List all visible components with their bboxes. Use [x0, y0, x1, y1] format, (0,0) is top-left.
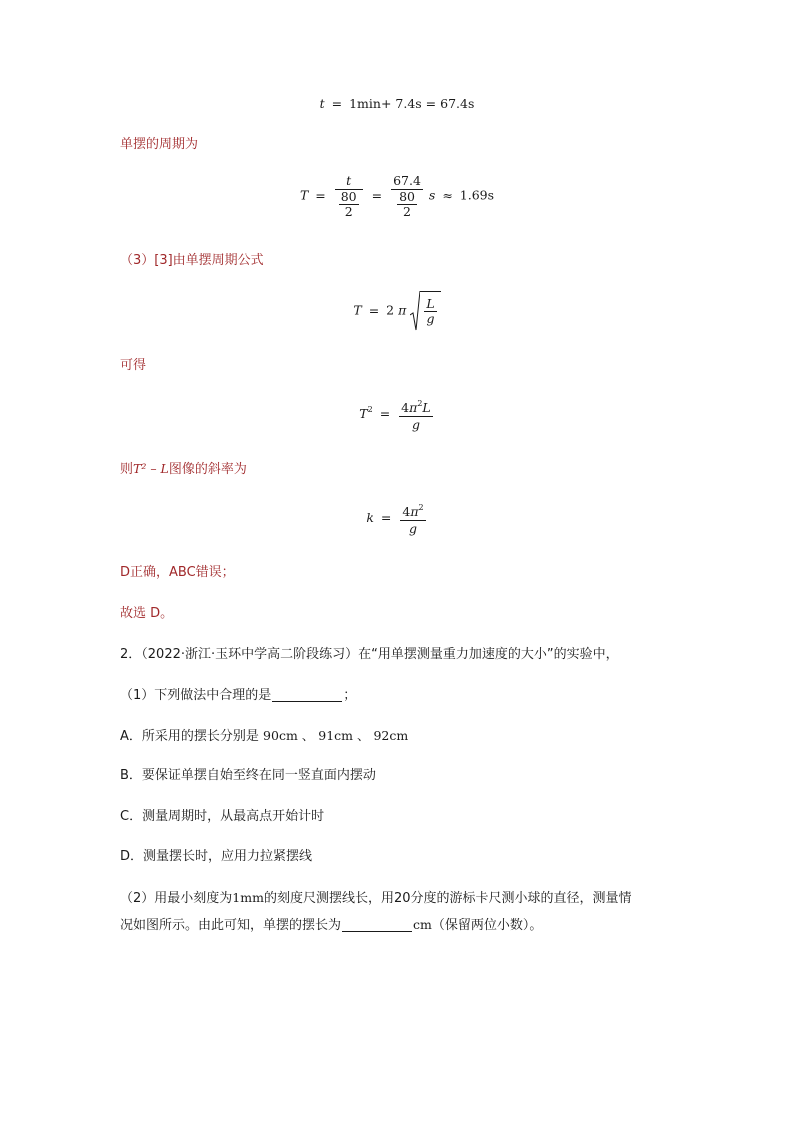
answer-blank[interactable] — [342, 917, 412, 932]
exponent: 2 — [417, 399, 423, 408]
exponent: 2 — [418, 503, 424, 512]
numerator: t — [346, 173, 352, 188]
fraction — [399, 396, 433, 433]
eq-var: T — [299, 187, 309, 203]
question-2-part-2-line-1 — [120, 888, 632, 909]
denominator: 2 — [403, 204, 411, 219]
text-post: 图像的斜率为 — [168, 462, 247, 477]
denominator: 2 — [344, 204, 353, 219]
result: 1.69s — [459, 187, 495, 203]
exponent: 2 — [367, 405, 373, 414]
numerator: 80 — [340, 189, 357, 204]
numerator — [400, 500, 425, 520]
fraction — [400, 500, 425, 537]
equation-period-formula — [0, 291, 794, 331]
text-post: （保留两位小数）。 — [431, 918, 543, 933]
denominator: g — [409, 521, 418, 536]
option-values: 90cm 、 91cm 、 92cm — [263, 728, 409, 743]
option-label: A．所采用的摆长分别是 — [120, 729, 259, 744]
unit: 1mm — [232, 890, 264, 905]
equation-time — [0, 96, 794, 111]
square-root — [410, 291, 440, 331]
fraction — [335, 173, 363, 219]
graph-symbol: T² – L — [133, 461, 169, 476]
eq-sign: = — [368, 302, 380, 318]
numerator: 80 — [399, 189, 415, 204]
equation-t-squared — [0, 396, 794, 433]
text-post: 的刻度尺测摆线长，用20分度的游标卡尺测小球的直径，测量情 — [263, 891, 632, 906]
text-slope-intro — [120, 459, 247, 480]
eq-var: T — [359, 406, 368, 421]
text-answer-choice: 故选 D。 — [120, 606, 174, 621]
eq-rhs: 1min+ 7.4s = 67.4s — [349, 96, 475, 111]
option-b: B．要保证单摆自始至终在同一竖直面内摆动 — [120, 768, 376, 783]
numerator: L — [426, 296, 435, 311]
coefficient: 4 — [401, 400, 410, 415]
eq-var: t — [319, 96, 325, 111]
pi-symbol: π — [409, 400, 418, 415]
equation-slope — [0, 500, 794, 537]
text-formula-intro: （3）[3]由单摆周期公式 — [120, 253, 264, 268]
text-derive: 可得 — [120, 358, 147, 373]
fraction — [424, 297, 436, 326]
pi-symbol: π — [410, 504, 419, 519]
eq-var: T — [353, 302, 362, 318]
eq-sign: = — [315, 187, 326, 203]
fraction — [391, 173, 423, 219]
answer-blank[interactable] — [272, 687, 342, 702]
equation-period — [0, 173, 794, 219]
unit: s — [428, 187, 436, 203]
nested-fraction — [339, 190, 359, 219]
text-period-intro: 单摆的周期为 — [120, 137, 199, 152]
eq-sign: = — [331, 96, 343, 111]
coefficient: 2 — [386, 302, 395, 318]
option-a — [120, 726, 408, 747]
eq-sign: = — [380, 510, 392, 525]
denominator: g — [411, 417, 420, 432]
option-c: C．测量周期时，从最高点开始计时 — [120, 809, 325, 824]
question-2-stem: 2．（2022·浙江·玉环中学高二阶段练习）在“用单摆测量重力加速度的大小”的实验中， — [120, 647, 619, 662]
approx-sign: ≈ — [442, 187, 453, 203]
text-pre: （1）下列做法中合理的是 — [120, 688, 272, 703]
unit: cm — [413, 917, 432, 932]
eq-var: k — [366, 510, 374, 525]
numerator — [399, 396, 433, 416]
pi-symbol: π — [398, 302, 407, 318]
denominator — [393, 190, 421, 219]
eq-sign: = — [379, 406, 391, 421]
radical-icon — [410, 291, 420, 331]
text-pre: 则 — [120, 462, 134, 477]
question-2-part-1 — [120, 686, 356, 706]
eq-sign: = — [371, 187, 383, 203]
nested-fraction — [397, 190, 417, 219]
option-d: D．测量摆长时，应用力拉紧摆线 — [120, 849, 313, 864]
text-answer-judgement: D正确，ABC错误； — [120, 565, 235, 580]
variable: L — [422, 400, 431, 415]
denominator: g — [426, 311, 435, 326]
text-pre: 况如图所示。由此可知，单摆的摆长为 — [120, 918, 342, 933]
text-post: ； — [343, 688, 357, 703]
text-pre: （2）用最小刻度为 — [120, 891, 233, 906]
numerator: 67.4 — [393, 173, 421, 188]
question-2-part-2-line-2 — [120, 915, 542, 936]
denominator — [335, 190, 363, 219]
coefficient: 4 — [402, 504, 411, 519]
